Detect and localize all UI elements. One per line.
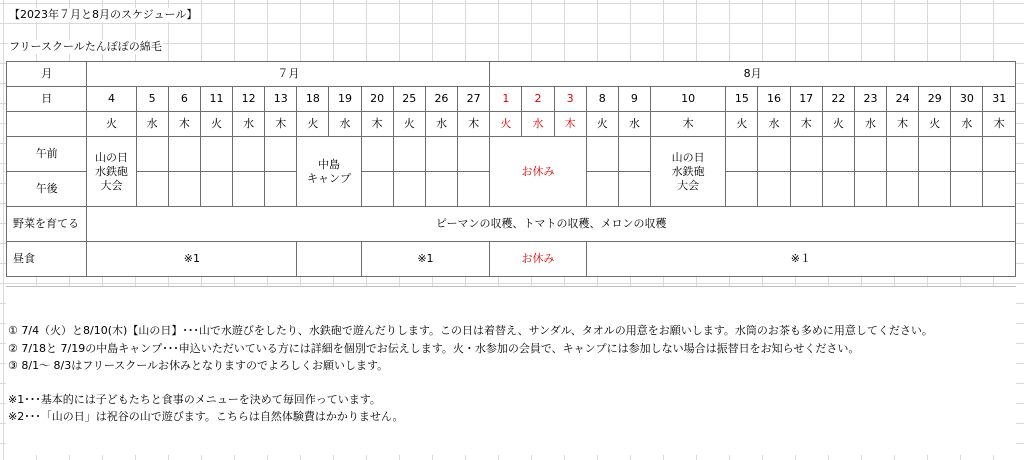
weekday-cell: 木: [458, 112, 490, 137]
holiday-cell: お休み: [490, 137, 586, 207]
day-cell: 31: [983, 87, 1016, 112]
weekday-cell: 水: [951, 112, 983, 137]
day-cell: 24: [887, 87, 919, 112]
weekday-cell: 木: [983, 112, 1016, 137]
weekday-cell: 火: [919, 112, 951, 137]
day-cell: 10: [650, 87, 725, 112]
weekday-cell: 水: [233, 112, 265, 137]
day-cell: 8: [586, 87, 618, 112]
month-july: ７月: [87, 62, 490, 87]
note-2: ② 7/18と 7/19の中島キャンプ･･･申込いただいている方には詳細を個別でお伝えします。火・水参加の会員で、キャンプには参加しない場合は振替日をお知らせください。: [8, 342, 860, 355]
weekday-cell-holiday: 水: [522, 112, 554, 137]
weekday-cell: 木: [887, 112, 919, 137]
vegetable-row: [7, 207, 1016, 242]
weekday-cell: 水: [329, 112, 361, 137]
weekday-cell: 火: [822, 112, 854, 137]
school-name: フリースクールたんぽぽの綿毛: [9, 40, 162, 53]
weekday-cell: 火: [200, 112, 232, 137]
footnote-1: ※1･･･基本的には子どもたちと食事のメニューを決めて毎回作っています。: [8, 393, 381, 406]
am-label: 午前: [7, 137, 87, 172]
weekday-cell: 火: [586, 112, 618, 137]
day-cell-holiday: 3: [554, 87, 586, 112]
lunch-row: [7, 242, 1016, 277]
weekday-cell: 水: [425, 112, 457, 137]
lunch-note-2: ※1: [361, 242, 490, 277]
day-cell: 26: [425, 87, 457, 112]
day-cell: 29: [919, 87, 951, 112]
lunch-holiday: お休み: [490, 242, 586, 277]
note-3: ③ 8/1～ 8/3はフリースクールお休みとなりますのでよろしくお願いします。: [8, 359, 389, 372]
day-cell: 6: [168, 87, 200, 112]
day-cell: 19: [329, 87, 361, 112]
weekday-cell: 木: [361, 112, 393, 137]
day-label: 日: [7, 87, 87, 112]
weekday-row: [7, 112, 1016, 137]
weekday-cell: 火: [297, 112, 329, 137]
day-cell: 11: [200, 87, 232, 112]
vegetable-activity: ピーマンの収穫、トマトの収穫、メロンの収穫: [87, 207, 1016, 242]
nakajima-camp-event: 中島 キャンプ: [297, 137, 361, 207]
month-label: 月: [7, 62, 87, 87]
note-1: ① 7/4（火）と8/10(木)【山の日】･･･山で水遊びをしたり、水鉄砲で遊んだりします。この日は着替え、サンダル、タオルの用意をお願いします。水筒のお茶も多めに用意してください。: [8, 324, 933, 337]
weekday-label: [7, 112, 87, 137]
day-cell: 5: [136, 87, 168, 112]
day-cell: 13: [265, 87, 297, 112]
day-cell: 18: [297, 87, 329, 112]
day-cell: 22: [822, 87, 854, 112]
lunch-note-1: ※1: [87, 242, 297, 277]
pm-label: 午後: [7, 172, 87, 207]
day-cell: 15: [726, 87, 758, 112]
day-row: [7, 87, 1016, 112]
lunch-empty: [297, 242, 361, 277]
schedule-table: [6, 61, 1016, 277]
day-cell: 20: [361, 87, 393, 112]
vegetable-label: 野菜を育てる: [7, 207, 87, 242]
day-cell: 16: [758, 87, 790, 112]
lunch-note-3: ※１: [586, 242, 1015, 277]
month-august: 8月: [490, 62, 1016, 87]
yamanohi-event-july: 山の日 水鉄砲 大会: [87, 137, 136, 207]
weekday-cell: 木: [168, 112, 200, 137]
day-cell: 30: [951, 87, 983, 112]
weekday-cell: 火: [726, 112, 758, 137]
day-cell: 25: [393, 87, 425, 112]
footnote-2: ※2･･･「山の日」は祝谷の山で遊びます。こちらは自然体験費はかかりません。: [8, 410, 404, 423]
day-cell: 23: [854, 87, 886, 112]
day-cell: 4: [87, 87, 136, 112]
yamanohi-event-august: 山の日 水鉄砲 大会: [650, 137, 725, 207]
month-row: [7, 62, 1016, 87]
weekday-cell: 木: [790, 112, 822, 137]
schedule-title: 【2023年７月と8月のスケジュール】: [9, 8, 198, 21]
weekday-cell: 木: [265, 112, 297, 137]
weekday-cell: 水: [618, 112, 650, 137]
day-cell: 12: [233, 87, 265, 112]
weekday-cell: 火: [393, 112, 425, 137]
day-cell: 17: [790, 87, 822, 112]
weekday-cell: 木: [650, 112, 725, 137]
day-cell: 27: [458, 87, 490, 112]
weekday-cell: 火: [87, 112, 136, 137]
day-cell: 9: [618, 87, 650, 112]
weekday-cell: 水: [758, 112, 790, 137]
am-row: [7, 137, 1016, 172]
lunch-label: 昼食: [7, 242, 87, 277]
day-cell-holiday: 2: [522, 87, 554, 112]
weekday-cell-holiday: 火: [490, 112, 522, 137]
weekday-cell: 水: [854, 112, 886, 137]
day-cell-holiday: 1: [490, 87, 522, 112]
weekday-cell-holiday: 木: [554, 112, 586, 137]
weekday-cell: 水: [136, 112, 168, 137]
